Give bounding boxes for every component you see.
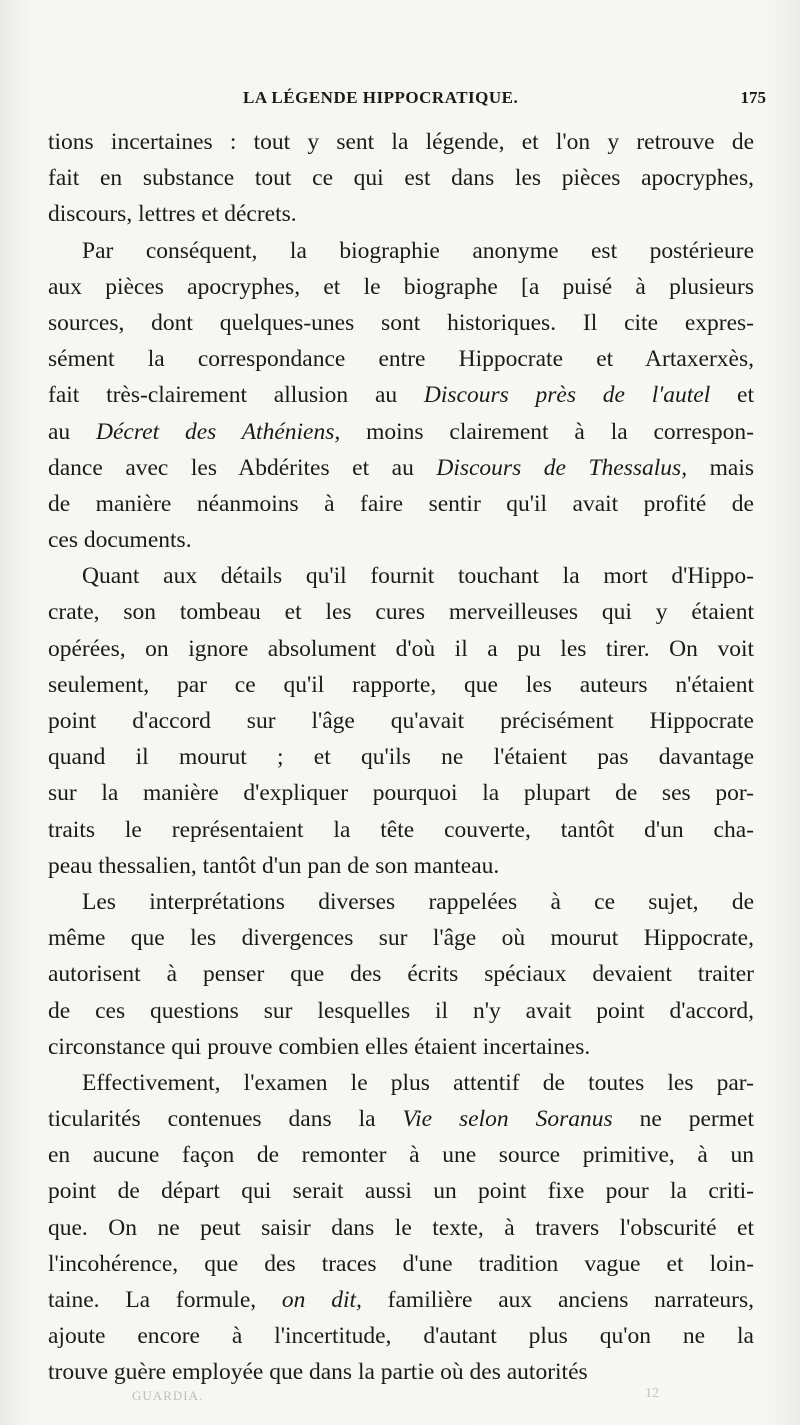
line-text: crate, son tombeau et les cures merveilleuses qui y étaient (48, 599, 754, 626)
line-text: sur la manière d'expliquer pourquoi la plupart de ses por- (48, 780, 754, 807)
line-text: sources, dont quelques-unes sont historiques. Il cite expres- (48, 309, 754, 336)
line-text: Par conséquent, la biographie anonyme est postérieure (82, 237, 754, 264)
text-line (48, 775, 754, 811)
line-text: en aucune façon de remonter à une source primitive, à un (48, 1142, 754, 1169)
page-number: 175 (740, 88, 766, 107)
text-line (48, 1065, 754, 1101)
line-text: même que les divergences sur l'âge où mourut Hippocrate, (48, 925, 754, 952)
text-line (48, 1210, 754, 1246)
text-line (48, 305, 754, 341)
text-line (48, 377, 754, 413)
line-text: de ces questions sur lesquelles il n'y avait point d'accord, (48, 997, 754, 1024)
italic-title: Décret des Athéniens, (96, 418, 341, 445)
line-text: taine. La formule, (48, 1287, 282, 1313)
line-text: Quant aux détails qu'il fournit touchant la mort d'Hippo- (82, 563, 754, 590)
line-text: dance avec les Abdérites et au (48, 454, 437, 481)
body-text (48, 124, 754, 1391)
line-text: fait en substance tout ce qui est dans les pièces apocryphes, (48, 165, 754, 192)
italic-title: Vie selon Soranus (402, 1106, 613, 1133)
line-text: quand il mourut ; et qu'ils ne l'étaient pas davantage (48, 744, 754, 771)
line-text: ticularités contenues dans la (48, 1106, 403, 1133)
text-line (48, 739, 754, 775)
text-line (48, 667, 754, 703)
text-line (48, 558, 754, 594)
line-text: discours, lettres et décrets. (48, 201, 297, 228)
text-line (48, 920, 754, 956)
line-text: Les interprétations diverses rappelées à ce sujet, de (82, 888, 754, 915)
line-text: aux pièces apocryphes, et le biographe [a puisé à plusieurs (48, 273, 754, 300)
line-text: trouve guère employée que dans la partie où des autorités (48, 1359, 588, 1386)
text-line (48, 1282, 754, 1318)
italic-title: Discours de Thessalus, (436, 454, 688, 481)
line-text: moins clairement à la correspon- (340, 418, 754, 445)
text-line (48, 812, 754, 848)
text-line (48, 196, 754, 232)
signature-mark: GUARDIA. (132, 1388, 204, 1403)
running-head (48, 88, 766, 116)
text-line (48, 848, 754, 884)
text-line (48, 450, 754, 486)
text-line (48, 1246, 754, 1282)
italic-title: on dit, (281, 1287, 362, 1313)
line-text: Effectivement, l'examen le plus attentif de toutes les par- (82, 1069, 754, 1096)
text-line (48, 631, 754, 667)
line-text: familière aux anciens narrateurs, (361, 1287, 754, 1313)
line-text: de manière néanmoins à faire sentir qu'il avait profité de (48, 490, 754, 517)
text-line (48, 522, 754, 558)
line-text: au (48, 418, 97, 445)
line-text: opérées, on ignore absolument d'où il a pu les tirer. On voit (48, 635, 754, 662)
line-text: seulement, par ce qu'il rapporte, que les auteurs n'étaient (48, 671, 754, 698)
line-text: peau thessalien, tantôt d'un pan de son manteau. (48, 852, 500, 879)
text-line (48, 414, 754, 450)
text-line (48, 1318, 754, 1354)
line-text: traits le représentaient la tête couverte, tantôt d'un cha- (48, 816, 754, 843)
text-line (48, 1029, 754, 1065)
text-line (48, 233, 754, 269)
text-line (48, 1137, 754, 1173)
text-line (48, 1173, 754, 1209)
line-text: fait très-clairement allusion au (48, 382, 424, 409)
line-text: point d'accord sur l'âge qu'avait précisément Hippocrate (48, 708, 754, 734)
line-text: l'incohérence, que des traces d'une tradition vague et loin- (48, 1250, 754, 1277)
line-text: autorisent à penser que des écrits spéciaux devaient traiter (48, 961, 754, 988)
text-line (48, 160, 754, 196)
line-text: et (710, 382, 755, 409)
line-text: circonstance qui prouve combien elles étaient incertaines. (48, 1033, 591, 1060)
line-text: mais (687, 454, 754, 481)
line-text: ces documents. (48, 527, 192, 554)
line-text: sément la correspondance entre Hippocrate et Artaxerxès, (48, 346, 754, 373)
running-title: LA LÉGENDE HIPPOCRATIQUE. (243, 88, 519, 107)
text-line (48, 703, 754, 739)
sheet-number: 12 (645, 1386, 659, 1401)
text-line (48, 956, 754, 992)
italic-title: Discours près de l'autel (423, 382, 711, 409)
text-line (48, 269, 754, 305)
text-line (48, 341, 754, 377)
line-text: ajoute encore à l'incertitude, d'autant plus qu'on ne la (48, 1323, 754, 1350)
line-text: tions incertaines : tout y sent la légende, et l'on y retrouve de (48, 129, 754, 155)
line-text: point de départ qui serait aussi un point fixe pour la criti- (48, 1178, 754, 1205)
text-line (48, 594, 754, 630)
line-text: que. On ne peut saisir dans le texte, à travers l'obscurité et (48, 1214, 754, 1241)
text-line (48, 1101, 754, 1137)
text-line (48, 993, 754, 1029)
text-line (48, 884, 754, 920)
text-line (48, 486, 754, 522)
text-line (48, 124, 754, 160)
line-text: ne permet (612, 1106, 754, 1133)
